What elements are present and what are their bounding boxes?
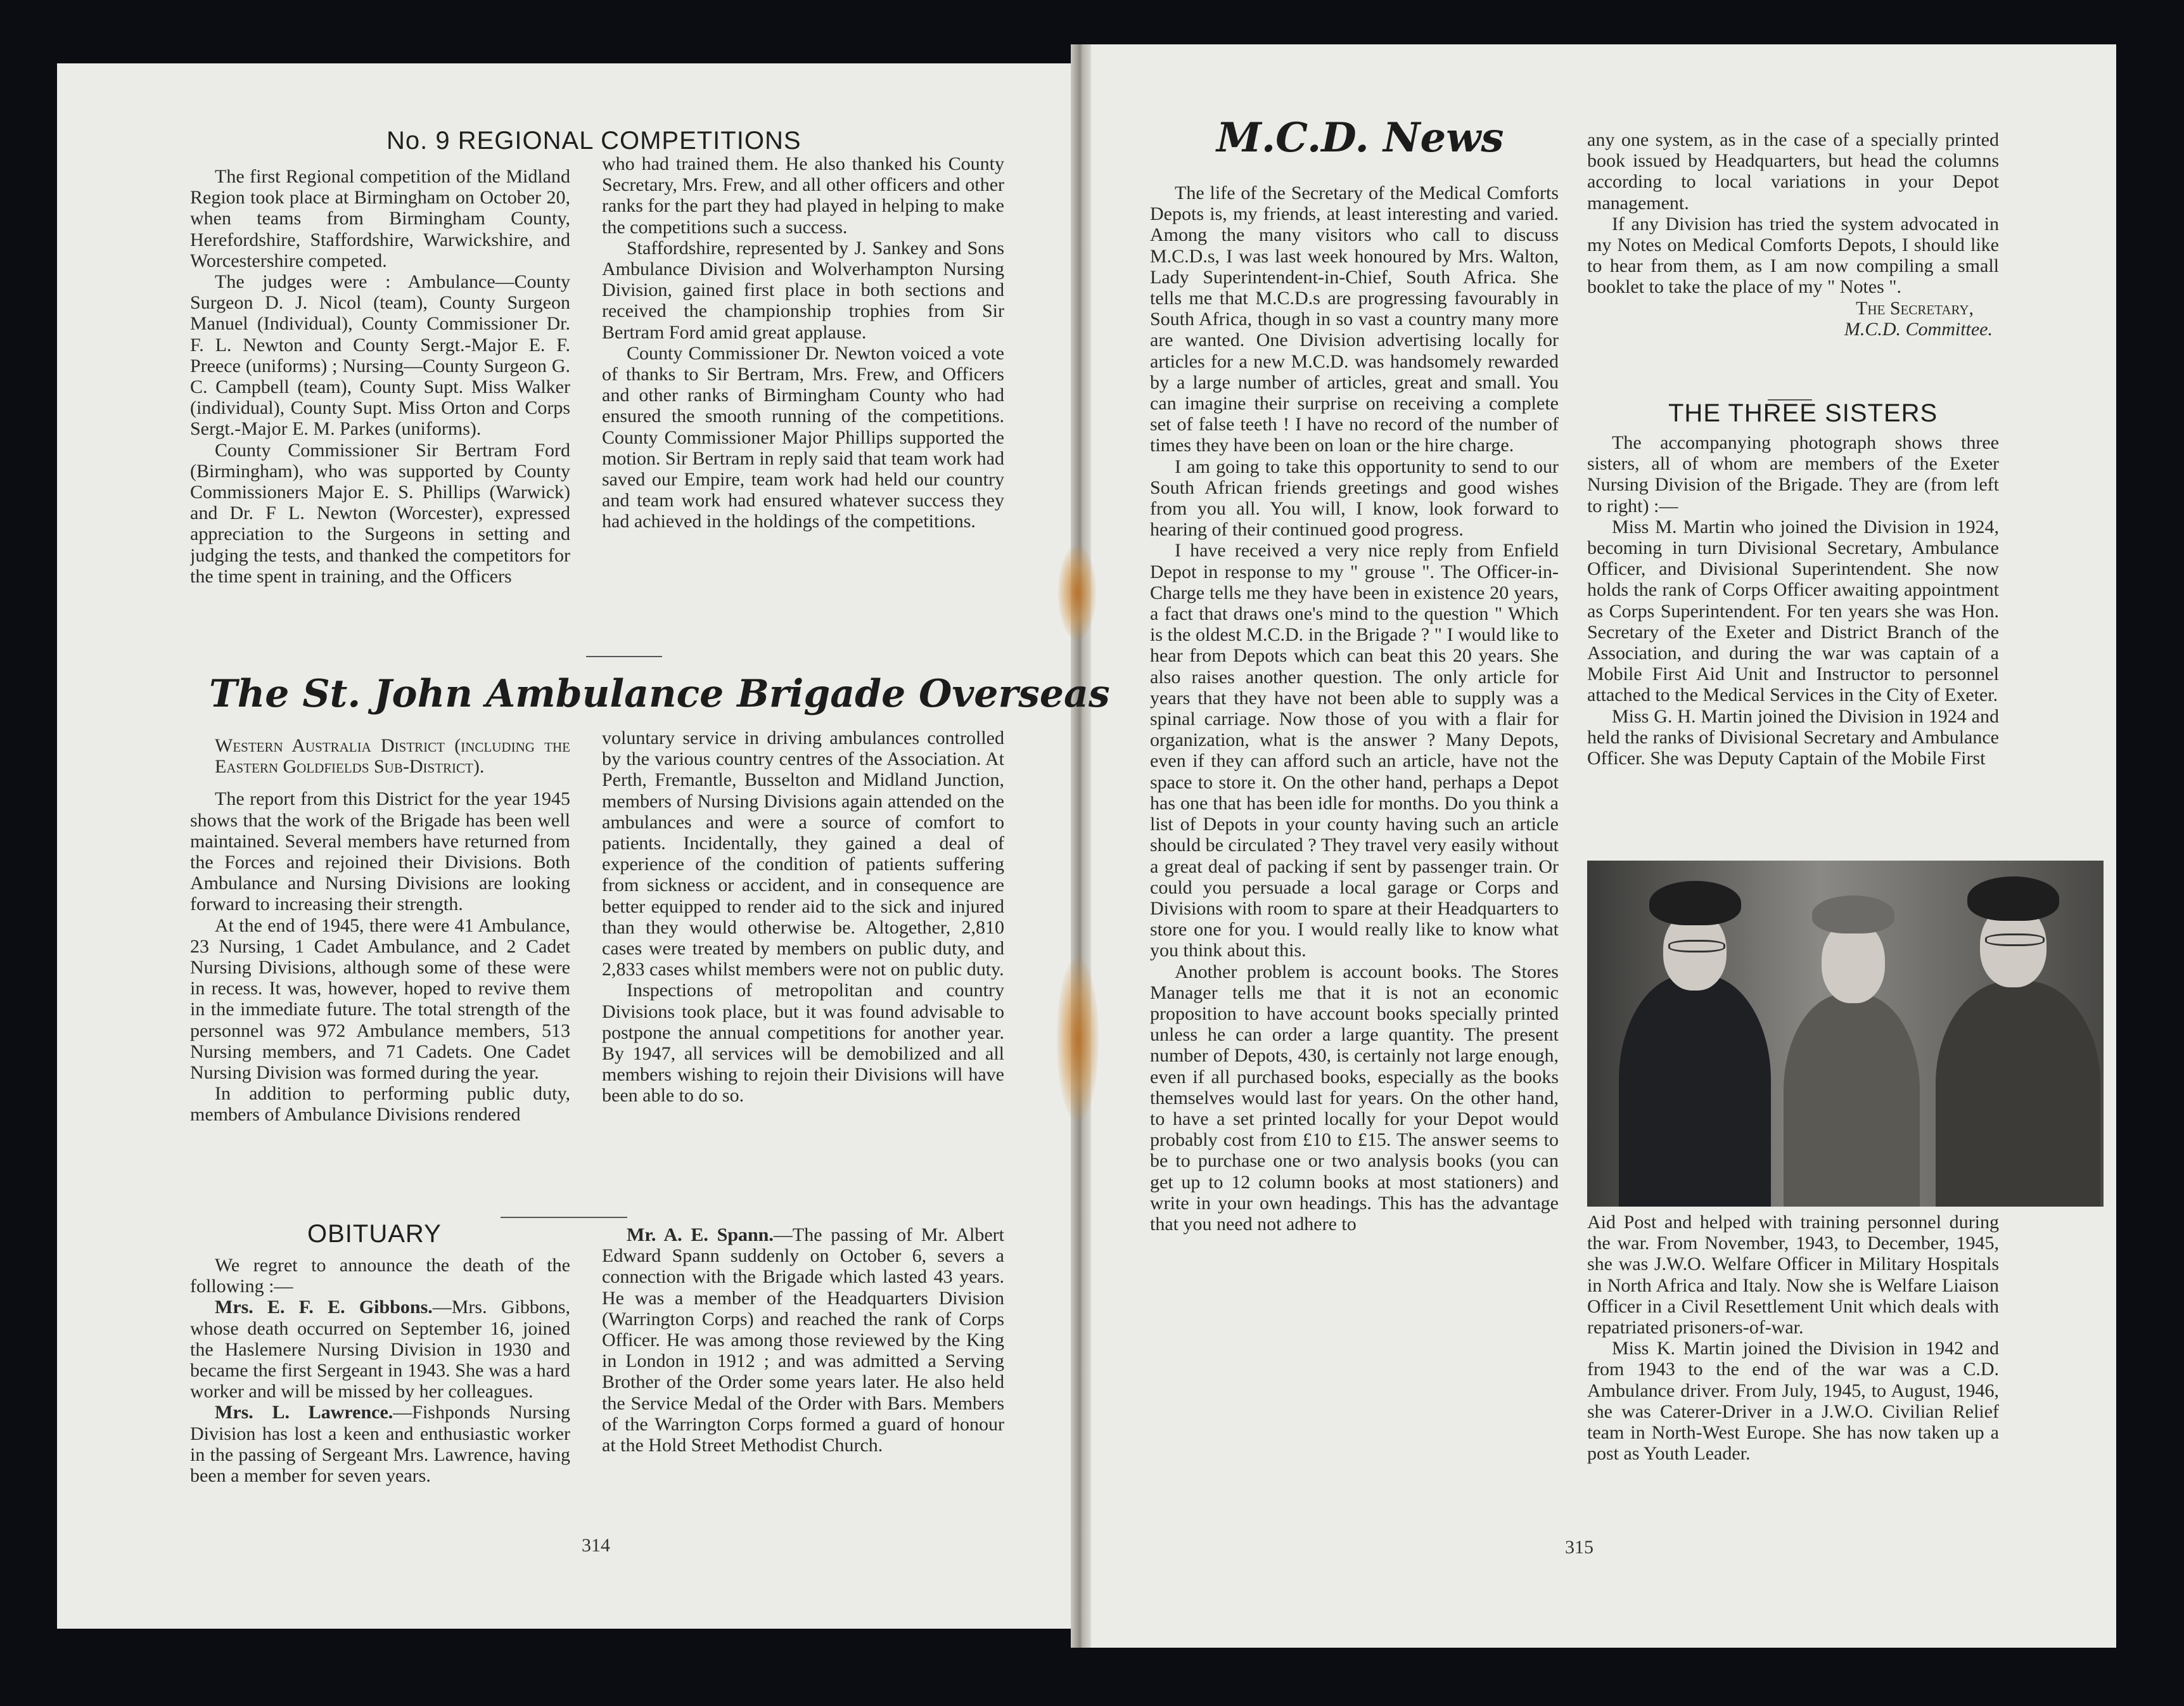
three-sisters-photo [1587, 861, 2104, 1207]
mcd-col1-para3: I have received a very nice reply from Enfield Depot in response to my " grouse ". The Officer-in-Charge tells me they have been in existence 20 years, a fact that draws one's mind to the question " Which is the oldest M.C.D. in the Brigade ? " I would like to hear from Depots which can beat this 20 years. She also raises another question. The only article for years that they have not been able to supply was a spinal carriage. Now those of you with a flair for organization, what is the answer ? Many Depots, even if they can afford such an article, have not the space to store it. On the other hand, perhaps a Depot has one that has been idle for months. Do you think a list of Depots in your county having such an article should be circulated ? They travel very easily without a great deal of packing if sent by passenger train. Or could you persuade a local garage or Corps and Divisions with room to spare at their Headquarters to store one for you. I would really like to know what you think about this. [1150, 540, 1559, 961]
tape-stain-upper [1058, 545, 1096, 640]
sisters-text-lower [1587, 1212, 1999, 1529]
regional-col1-para3: County Commissioner Sir Bertram Ford (Birmingham), who was supported by County Commissioners Major E. S. Phillips (Warwick) and Dr. F L. Newton (Worcester), expressed appreciation to the Surgeons in setting and judging the tests, and thanked the competitors for the time spent in training, and the Officers [190, 439, 570, 587]
obituary-col2 [602, 1224, 1004, 1535]
obituary-text-spann: —The passing of Mr. Albert Edward Spann suddenly on October 6, severs a connection with the Brigade which lasted 43 years. He was a member of the Headquarters Division (Warrington Corps) and reached the rank of Corps Officer. He was among those reviewed by the King in London in 1912 ; and was admitted a Serving Brother of the Order some years later. He also held the Service Medal of the Order with Bars. Members of the Warrington Corps formed a guard of honour at the Hold Street Methodist Church. [602, 1224, 1004, 1456]
mcd-col1-para4: Another problem is account books. The Stores Manager tells me that it is not an economic proposition to have account books specially printed unless he can order a large quantity. The present number of Depots, 430, is certainly not large enough, even if all purchased books, especially as the books themselves would last for years. On the other hand, to have a set printed locally for your Depot would probably cost from £10 to £15. The answer seems to be to purchase one or two analysis books (you can get up to 12 column books at most stationers) and write in your own headings. This has the advantage that you need not adhere to [1150, 961, 1559, 1235]
obituary-entry-lawrence [190, 1402, 570, 1486]
overseas-col1 [190, 735, 570, 1217]
overseas-subhead: Western Australia District (including the Eastern Goldfields Sub-District). [215, 735, 570, 778]
tape-stain-lower [1057, 957, 1099, 1122]
regional-col2 [602, 153, 1004, 648]
overseas-col1-para3: In addition to performing public duty, members of Ambulance Divisions rendered [190, 1083, 570, 1126]
page-gutter [1071, 44, 1091, 1648]
page-number-left: 314 [582, 1535, 610, 1556]
regional-col1-para2: The judges were : Ambulance—County Surgeon D. J. Nicol (team), County Surgeon Manuel (Individual), County Commissioner Dr. F. L. Newton and County Sergt.-Major E. F. Preece (uniforms) ; Nursing—County Surgeon G. C. Campbell (team), County Supt. Miss Walker (individual), County Supt. Miss Orton and Corps Sergt.-Major E. M. Parkes (uniforms). [190, 271, 570, 440]
sisters-text-upper [1587, 432, 1999, 856]
regional-col2-para3: County Commissioner Dr. Newton voiced a vote of thanks to Sir Bertram, Mrs. Frew, and Officers and other ranks of Birmingham County who had ensured the smooth running of the competitions. County Commissioner Major Phillips supported the motion. Sir Bertram in reply said that team work had saved our Empire, team work had held our country and team work had ensured whatever success they had achieved in the holdings of the competitions. [602, 342, 1004, 532]
regional-heading: No. 9 REGIONAL COMPETITIONS [386, 127, 801, 155]
mcd-col1-para1: The life of the Secretary of the Medical Comforts Depots is, my friends, at least interesting and varied. Among the many visitors who call to discuss M.C.D.s, I was last week honoured by Mrs. Walton, Lady Superintendent-in-Chief, South Africa. She tells me that M.C.D.s are progressing favourably in South Africa, though in so vast a country many more are wanted. One Division advertising locally for articles for a new M.C.D. was handsomely rewarded by a large number of articles, great and small. You can imagine their surprise on receiving a complete set of false teeth ! I have no record of the number of times they have been on loan or the hire charge. [1150, 183, 1559, 456]
overseas-col2-para1: voluntary service in driving ambulances controlled by the various country centres of the Association. At Perth, Fremantle, Busselton and Midland Junction, members of Nursing Divisions again attended on the ambulances and were a source of comfort to patients. Incidentally, they gained a deal of experience of the condition of patients suffering from sickness or accident, and in consequence are better equipped to render aid to the sick and injured than they would otherwise be. Altogether, 2,810 cases were treated by members on public duty, and 2,833 cases whilst members were not on public duty. [602, 728, 1004, 980]
mcd-col2-para2: If any Division has tried the system advocated in my Notes on Medical Comforts Depots, I should like to hear from them, as I am now compiling a small booklet to take the place of my " Notes ". [1587, 213, 1999, 298]
regional-col2-para1: who had trained them. He also thanked his County Secretary, Mrs. Frew, and all other officers and other ranks for the part they had played in helping to make the competitions such a success. [602, 153, 1004, 238]
sister-right-hat [1967, 876, 2059, 921]
overseas-divider [501, 1217, 627, 1218]
overseas-col1-para2: At the end of 1945, there were 41 Ambulance, 23 Nursing, 1 Cadet Ambulance, and 2 Cadet Nursing Divisions, although some of these were in recess. It was, however, hoped to revive them in the immediate future. The total strength of the personnel was 972 Ambulance members, 513 Nursing members, and 71 Cadets. One Cadet Nursing Division was formed during the year. [190, 914, 570, 1084]
overseas-col2 [602, 728, 1004, 1215]
sister-left-uniform [1619, 975, 1771, 1207]
obituary-text-gibbons: —Mrs. Gibbons, whose death occurred on September 16, joined the Haslemere Nursing Division in 1930 and became the first Sergeant in 1943. She was a hard worker and will be missed by her colleagues. [190, 1297, 570, 1402]
sister-right [1923, 861, 2104, 1207]
obituary-text-lawrence: —Fishponds Nursing Division has lost a keen and enthusiastic worker in the passing of Sergeant Mrs. Lawrence, having been a member for seven years. [190, 1402, 570, 1487]
mcd-col2 [1587, 129, 1999, 383]
regional-divider [586, 656, 662, 657]
mcd-heading: M.C.D. News [1217, 114, 1504, 162]
sister-left-hat [1649, 881, 1741, 925]
regional-col1-para1: The first Regional competition of the Midland Region took place at Birmingham on October 20, when teams from Birmingham County, Herefordshire, Staffordshire, Warwickshire, and Worcestershire competed. [190, 166, 570, 271]
sisters-para5: Miss K. Martin joined the Division in 1942 and from 1943 to the end of the war was a C.D. Ambulance driver. From July, 1945, to August, 1946, she was Caterer-Driver in a J.W.O. Civilian Relief team in North-West Europe. She has now taken up a post as Youth Leader. [1587, 1338, 1999, 1465]
sister-middle [1777, 861, 1923, 1207]
overseas-col2-para2: Inspections of metropolitan and country Divisions took place, but it was found advisable to postpone the annual competitions for another year. By 1947, all services will be demobilized and all members wishing to rejoin their Divisions will have been able to do so. [602, 980, 1004, 1106]
sister-right-uniform [1936, 981, 2100, 1207]
sister-right-glasses [1985, 933, 2045, 946]
sister-left [1612, 861, 1777, 1207]
regional-col1 [190, 166, 570, 660]
page-number-right: 315 [1565, 1537, 1593, 1558]
mcd-col1 [1150, 183, 1559, 1526]
obituary-col1 [190, 1255, 570, 1534]
regional-col2-para2: Staffordshire, represented by J. Sankey and Sons Ambulance Division and Wolverhampton Nursing Division, gained first place in both sections and received the championship trophies from Sir Bertram Ford amid great applause. [602, 237, 1004, 343]
sister-middle-uniform [1784, 994, 1920, 1207]
obituary-name-spann: Mr. A. E. Spann. [627, 1224, 774, 1245]
sisters-para3: Miss G. H. Martin joined the Division in 1924 and held the ranks of Divisional Secretary and Ambulance Officer. She was Deputy Captain of the Mobile First [1587, 705, 1999, 769]
obituary-entry-gibbons [190, 1297, 570, 1402]
obituary-intro: We regret to announce the death of the following :— [190, 1255, 570, 1297]
obituary-entry-spann [602, 1224, 1004, 1456]
overseas-col1-para1: The report from this District for the year 1945 shows that the work of the Brigade has been well maintained. Several members have returned from the Forces and rejoined their Divisions. Both Ambulance and Nursing Divisions are looking forward to increasing their strength. [190, 788, 570, 915]
sisters-heading: THE THREE SISTERS [1668, 399, 1938, 427]
sisters-para1: The accompanying photograph shows three sisters, all of whom are members of the Exeter Nursing Division of the Brigade. They are (from left to right) :— [1587, 432, 1999, 516]
obituary-name-gibbons: Mrs. E. F. E. Gibbons. [215, 1297, 433, 1318]
sister-middle-hat [1812, 895, 1894, 933]
sisters-para2: Miss M. Martin who joined the Division in 1924, becoming in turn Divisional Secretary, Ambulance Officer, and Divisional Superintendent. She now holds the rank of Corps Officer awaiting appointment as Corps Superintendent. For ten years she was Hon. Secretary of the Exeter and District Branch of the Association, and during the war was captain of a Mobile First Aid Unit and Instructor to personnel attached to the Medical Services in the City of Exeter. [1587, 516, 1999, 706]
mcd-signature-title: The Secretary, [1856, 297, 1974, 319]
mcd-col1-para2: I am going to take this opportunity to send to our South African friends greetings and good wishes from you all. You will, I know, look forward to hearing of their continued good progress. [1150, 456, 1559, 541]
sister-left-glasses [1668, 940, 1725, 952]
mcd-col2-para1: any one system, as in the case of a specially printed book issued by Headquarters, but head the columns according to local variations in your Depot management. [1587, 129, 1999, 214]
sisters-para4: Aid Post and helped with training personnel during the war. From November, 1943, to December, 1945, she was J.W.O. Welfare Officer in Military Hospitals in North Africa and Italy. Now she is Welfare Liaison Officer in a Civil Resettlement Unit which deals with repatriated prisoners-of-war. [1587, 1212, 1999, 1338]
overseas-heading: The St. John Ambulance Brigade Overseas [209, 672, 1110, 716]
mcd-signature-committee: M.C.D. Committee. [1844, 318, 1993, 340]
obituary-name-lawrence: Mrs. L. Lawrence. [215, 1402, 393, 1423]
obituary-heading: OBITUARY [307, 1220, 442, 1248]
